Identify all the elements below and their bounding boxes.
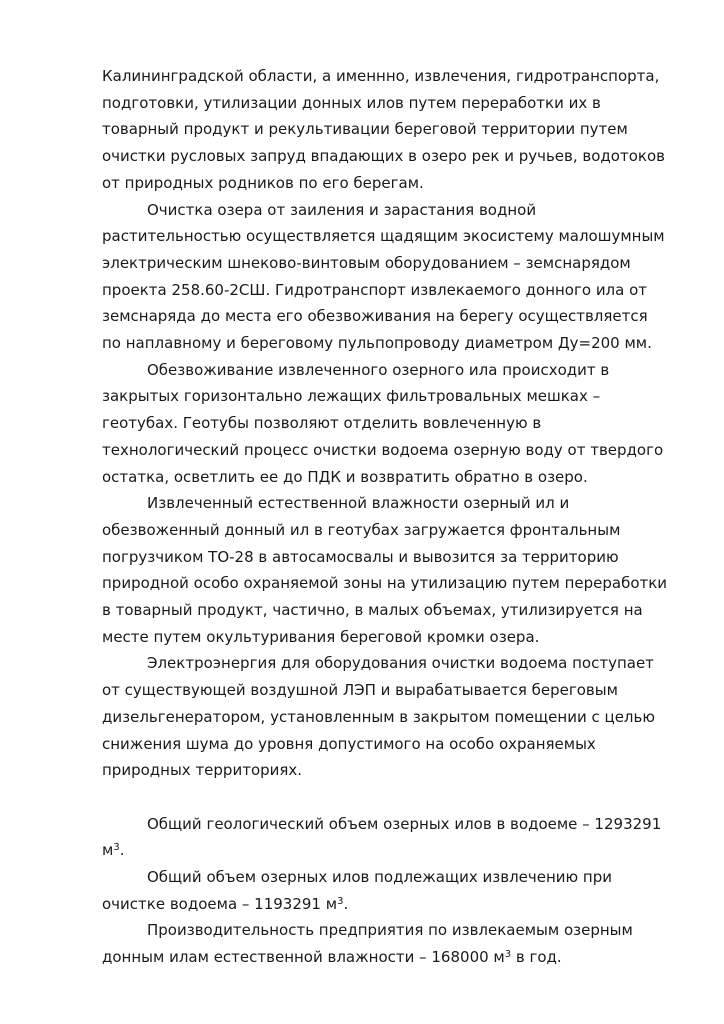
stat-suffix: в год. [511, 948, 562, 967]
paragraph-sludge-disposal: Извлеченный естественной влажности озерный ил и обезвоженный донный ил в геотубах загружается фронтальным погрузчиком ТО-28 в автосамосвалы и вывозится за территорию природной особо охраняемой зоны на утилизацию путем переработки в товарный продукт, частично, в малых объемах, утилизируется на месте путем окультуривания береговой кромки озера. [102, 494, 668, 646]
stat-suffix: . [343, 894, 349, 913]
document-body [102, 63, 670, 971]
stat-text: Общий объем озерных илов подлежащих извлечению при очистке водоема – 1193291 м [102, 868, 613, 913]
blank-line [102, 784, 670, 811]
stat-superscript: 3 [113, 842, 120, 854]
stat-extraction-volume [102, 864, 670, 917]
paragraph-power-supply: Электроэнергия для оборудования очистки водоема поступает от существующей воздушной ЛЭП и вырабатывается береговым дизельгенератором, установленным в закрытом помещении с целью снижения шума до уровня допустимого на особо охраняемых природных территориях. [102, 654, 655, 780]
paragraph-lake-cleaning: Очистка озера от заиления и зарастания водной растительностью осуществляется щадящим экосистему малошумным электрическим шнеково-винтовым оборудованием – земснарядом проекта 258.60-2СШ. Гидротранспорт извлекаемого донного ила от земснаряда до места его обезвоживания на берегу осуществляется по наплавному и береговому пульпопроводу диаметром Ду=200 мм. [102, 200, 665, 353]
paragraph-dewatering: Обезвоживание извлеченного озерного ила происходит в закрытых горизонтально лежащих фильтровальных мешках – геотубах. Геотубы позволяют отделить вовлеченную в технологический процесс очистки водоема озерную воду от твердого остатка, осветлить ее до ПДК и возвратить обратно в озеро. [102, 360, 664, 486]
stat-superscript: 3 [337, 895, 344, 907]
stat-text: Производительность предприятия по извлекаемым озерным донным илам естественной влажности – 168000 м [102, 921, 633, 967]
stat-productivity [102, 917, 670, 970]
stat-text: Общий геологический объем озерных илов в водоеме – 1293291 м [102, 814, 662, 860]
paragraph-continuation: Калининградской области, а именнно, извлечения, гидротранспорта, подготовки, утилизации донных илов путем переработки их в товарный продукт и рекультивации береговой территории путем очистки русловых запруд впадающих в озеро рек и ручьев, водотоков от природных родников по его берегам. [102, 67, 665, 192]
stat-total-volume [102, 811, 670, 864]
stat-superscript: 3 [504, 949, 512, 961]
stat-suffix: . [119, 841, 125, 860]
